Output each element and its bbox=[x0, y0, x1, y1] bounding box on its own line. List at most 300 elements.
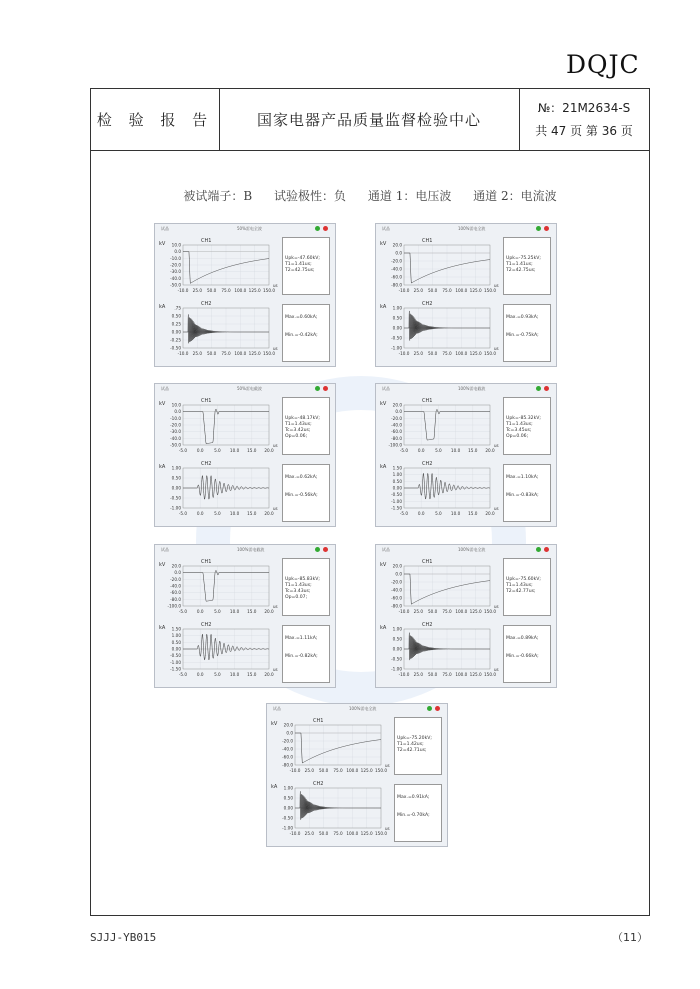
y-tick-label: 1.00 bbox=[171, 633, 181, 639]
y-tick-label: -20.0 bbox=[391, 258, 402, 264]
readout-line: T1=1.43us; bbox=[285, 583, 312, 588]
panel-sample-label: 试品 bbox=[382, 226, 390, 231]
y-tick-label: -80.0 bbox=[170, 596, 181, 602]
y-tick-label: 0.50 bbox=[392, 636, 402, 642]
axis-unit-label: kV bbox=[380, 562, 387, 568]
report-header bbox=[91, 89, 649, 151]
x-tick-label: 125.0 bbox=[469, 288, 482, 293]
readout-line: Upk=-47.60kV; bbox=[285, 256, 320, 261]
readout-line: Max.=0.89kA; bbox=[506, 636, 539, 641]
x-tick-label: 100.0 bbox=[455, 609, 468, 614]
x-tick-label: 125.0 bbox=[360, 831, 373, 836]
y-tick-label: -0.50 bbox=[391, 335, 402, 341]
ch1-readout-box bbox=[503, 237, 551, 295]
status-red-dot-icon bbox=[544, 226, 549, 231]
x-unit-label: us bbox=[385, 826, 390, 831]
readout-line: Upk=-75.25kV; bbox=[506, 256, 541, 261]
x-unit-label: us bbox=[494, 506, 499, 511]
x-tick-label: 5.0 bbox=[435, 511, 442, 516]
y-tick-label: 0.0 bbox=[174, 409, 181, 415]
ch1-readout-box bbox=[282, 397, 330, 455]
x-tick-label: -10.0 bbox=[398, 609, 410, 614]
y-tick-label: 0.00 bbox=[392, 325, 402, 331]
x-tick-label: 20.0 bbox=[264, 609, 274, 614]
ch2-plot bbox=[157, 460, 281, 522]
y-tick-label: 0.50 bbox=[171, 475, 181, 481]
x-tick-label: 100.0 bbox=[234, 351, 247, 356]
voltage-waveform bbox=[404, 409, 490, 440]
y-tick-label: 0.0 bbox=[395, 571, 402, 577]
status-green-dot-icon bbox=[536, 386, 541, 391]
x-unit-label: us bbox=[494, 283, 499, 288]
readout-line: T2=42.71us; bbox=[397, 748, 427, 753]
y-tick-label: -40.0 bbox=[391, 266, 402, 272]
header-organization: 国家电器产品质量监督检验中心 bbox=[219, 89, 520, 150]
oscillogram-panel bbox=[375, 223, 557, 367]
readout-line: Min.=-0.82kA; bbox=[285, 654, 318, 659]
y-tick-label: -0.50 bbox=[170, 653, 181, 659]
x-tick-label: 5.0 bbox=[214, 672, 221, 677]
status-red-dot-icon bbox=[323, 547, 328, 552]
channel-label: CH1 bbox=[201, 238, 212, 244]
x-tick-label: 150.0 bbox=[375, 831, 387, 836]
x-tick-label: 50.0 bbox=[428, 609, 438, 614]
y-tick-label: -0.50 bbox=[170, 345, 181, 351]
y-tick-label: 0.50 bbox=[171, 313, 181, 319]
info-channel2: 通道 2：电流波 bbox=[473, 189, 557, 203]
y-tick-label: -1.00 bbox=[391, 498, 402, 504]
x-unit-label: us bbox=[273, 346, 278, 351]
x-tick-label: -10.0 bbox=[398, 351, 410, 356]
readout-line: Min.=-0.56kA; bbox=[285, 493, 318, 498]
readout-line: Max.=0.60kA; bbox=[285, 315, 318, 320]
readout-line: Min.=-0.42kA; bbox=[285, 333, 318, 338]
current-waveform bbox=[183, 634, 269, 660]
channel-label: CH2 bbox=[422, 301, 433, 307]
y-tick-label: -30.0 bbox=[170, 269, 181, 275]
ch2-readout-box bbox=[503, 464, 551, 522]
readout-line: Tc=3.45us; bbox=[506, 428, 532, 433]
readout-line: T2=42.77us; bbox=[506, 589, 536, 594]
x-tick-label: 20.0 bbox=[264, 511, 274, 516]
y-tick-label: 1.00 bbox=[283, 785, 293, 791]
x-tick-label: 15.0 bbox=[247, 672, 257, 677]
axis-unit-label: kA bbox=[271, 784, 278, 790]
x-tick-label: 100.0 bbox=[455, 672, 468, 677]
y-tick-label: 0.50 bbox=[392, 478, 402, 484]
oscillogram-panel bbox=[375, 383, 557, 527]
readout-line: Upk=-85.83kV; bbox=[285, 577, 320, 582]
axis-unit-label: kA bbox=[380, 625, 387, 631]
readout-line: Min.=-0.70kA; bbox=[397, 813, 430, 818]
axis-unit-label: kA bbox=[159, 625, 166, 631]
channel-label: CH1 bbox=[422, 398, 433, 404]
x-tick-label: 150.0 bbox=[263, 351, 275, 356]
y-tick-label: 10.0 bbox=[171, 402, 181, 408]
y-tick-label: 0.50 bbox=[283, 795, 293, 801]
x-unit-label: us bbox=[494, 604, 499, 609]
readout-line: Op=0.07; bbox=[285, 595, 308, 600]
x-tick-label: 25.0 bbox=[413, 609, 423, 614]
header-report-meta bbox=[519, 89, 649, 150]
x-tick-label: 50.0 bbox=[428, 288, 438, 293]
y-tick-label: -60.0 bbox=[391, 274, 402, 280]
y-tick-label: .75 bbox=[174, 305, 181, 311]
y-tick-label: -60.0 bbox=[282, 754, 293, 760]
y-tick-label: -60.0 bbox=[391, 429, 402, 435]
x-tick-label: 10.0 bbox=[229, 448, 240, 453]
axis-unit-label: kV bbox=[271, 721, 278, 727]
ch1-readout-box bbox=[282, 237, 330, 295]
x-tick-label: -10.0 bbox=[398, 672, 410, 677]
y-tick-label: -20.0 bbox=[282, 738, 293, 744]
y-tick-label: -40.0 bbox=[391, 422, 402, 428]
x-tick-label: 25.0 bbox=[192, 288, 202, 293]
x-tick-label: 50.0 bbox=[428, 351, 438, 356]
status-green-dot-icon bbox=[427, 706, 432, 711]
y-tick-label: -0.50 bbox=[170, 495, 181, 501]
x-tick-label: 75.0 bbox=[221, 288, 231, 293]
y-tick-label: 0.0 bbox=[286, 730, 293, 736]
x-tick-label: 125.0 bbox=[360, 768, 373, 773]
x-tick-label: 125.0 bbox=[469, 672, 482, 677]
x-tick-label: 75.0 bbox=[333, 768, 343, 773]
x-tick-label: 100.0 bbox=[346, 768, 359, 773]
x-unit-label: us bbox=[494, 667, 499, 672]
status-green-dot-icon bbox=[536, 547, 541, 552]
x-tick-label: 150.0 bbox=[263, 288, 275, 293]
x-tick-label: 10.0 bbox=[229, 511, 240, 516]
x-tick-label: 75.0 bbox=[442, 672, 452, 677]
readout-line: T1=1.41us; bbox=[506, 262, 533, 267]
panel-sample-label: 试品 bbox=[161, 386, 169, 391]
x-unit-label: us bbox=[273, 506, 278, 511]
x-tick-label: 100.0 bbox=[455, 351, 468, 356]
channel-label: CH2 bbox=[201, 622, 212, 628]
y-tick-label: -20.0 bbox=[170, 262, 181, 268]
y-tick-label: -1.50 bbox=[170, 666, 181, 672]
channel-label: CH2 bbox=[201, 461, 212, 467]
y-tick-label: 0.50 bbox=[171, 639, 181, 645]
x-tick-label: 10.0 bbox=[229, 609, 240, 614]
x-tick-label: 50.0 bbox=[207, 351, 217, 356]
panel-titlebar bbox=[155, 224, 335, 234]
x-tick-label: -10.0 bbox=[289, 831, 301, 836]
panel-titlebar bbox=[267, 704, 447, 714]
x-tick-label: 50.0 bbox=[428, 672, 438, 677]
readout-line: Min.=-0.66kA; bbox=[506, 654, 539, 659]
x-tick-label: -5.0 bbox=[178, 672, 188, 677]
y-tick-label: 0.00 bbox=[171, 485, 181, 491]
y-tick-label: -0.50 bbox=[282, 815, 293, 821]
oscillogram-panel bbox=[266, 703, 448, 847]
channel-label: CH2 bbox=[422, 461, 433, 467]
x-tick-label: 25.0 bbox=[304, 831, 314, 836]
y-tick-label: 1.00 bbox=[392, 472, 402, 478]
x-tick-label: 15.0 bbox=[468, 511, 478, 516]
x-tick-label: 0.0 bbox=[196, 511, 204, 516]
y-tick-label: 20.0 bbox=[171, 563, 181, 569]
header-page-count: 共 47 页 第 36 页 bbox=[535, 124, 633, 138]
readout-line: T1=1.43us; bbox=[506, 583, 533, 588]
status-red-dot-icon bbox=[544, 547, 549, 552]
y-tick-label: -0.50 bbox=[391, 492, 402, 498]
y-tick-label: -20.0 bbox=[170, 422, 181, 428]
axis-unit-label: kV bbox=[159, 562, 166, 568]
y-tick-label: -60.0 bbox=[391, 595, 402, 601]
x-tick-label: 20.0 bbox=[485, 448, 495, 453]
panel-sample-label: 试品 bbox=[161, 547, 169, 552]
ch2-readout-box bbox=[394, 784, 442, 842]
y-tick-label: -1.50 bbox=[391, 505, 402, 511]
y-tick-label: 0.00 bbox=[171, 329, 181, 335]
x-tick-label: 5.0 bbox=[214, 511, 221, 516]
x-tick-label: 50.0 bbox=[319, 831, 329, 836]
x-tick-label: 15.0 bbox=[468, 448, 478, 453]
ch1-plot bbox=[378, 397, 502, 459]
y-tick-label: 1.00 bbox=[171, 465, 181, 471]
x-unit-label: us bbox=[273, 604, 278, 609]
status-green-dot-icon bbox=[315, 226, 320, 231]
oscillogram-panel bbox=[375, 544, 557, 688]
x-tick-label: 75.0 bbox=[442, 288, 452, 293]
readout-line: Tc=3.43us; bbox=[285, 589, 311, 594]
y-tick-label: 1.00 bbox=[392, 626, 402, 632]
ch1-readout-box bbox=[503, 558, 551, 616]
y-tick-label: -30.0 bbox=[170, 429, 181, 435]
y-tick-label: 1.50 bbox=[392, 465, 402, 471]
x-tick-label: 25.0 bbox=[192, 351, 202, 356]
x-unit-label: us bbox=[494, 443, 499, 448]
y-tick-label: -80.0 bbox=[282, 762, 293, 768]
axis-unit-label: kA bbox=[380, 304, 387, 310]
ch1-plot bbox=[269, 717, 393, 779]
readout-line: Upk=-85.32kV; bbox=[506, 416, 541, 421]
x-tick-label: 20.0 bbox=[485, 511, 495, 516]
y-tick-label: -100.0 bbox=[167, 603, 181, 609]
ch2-readout-box bbox=[282, 464, 330, 522]
ch2-plot bbox=[378, 621, 502, 683]
y-tick-label: 1.50 bbox=[171, 626, 181, 632]
ch1-plot bbox=[157, 397, 281, 459]
panel-titlebar bbox=[155, 545, 335, 555]
x-unit-label: us bbox=[273, 667, 278, 672]
panel-wave-title: 100%雷电全波 bbox=[458, 547, 486, 552]
voltage-waveform bbox=[183, 409, 269, 444]
channel-label: CH1 bbox=[313, 718, 324, 724]
y-tick-label: 20.0 bbox=[392, 242, 402, 248]
y-tick-label: 0.0 bbox=[395, 250, 402, 256]
x-tick-label: 15.0 bbox=[247, 609, 257, 614]
x-tick-label: 5.0 bbox=[214, 609, 221, 614]
channel-label: CH2 bbox=[422, 622, 433, 628]
x-tick-label: 150.0 bbox=[375, 768, 387, 773]
readout-line: Tc=3.42us; bbox=[285, 428, 311, 433]
y-tick-label: -0.50 bbox=[391, 656, 402, 662]
header-report-number: №：21M2634-S bbox=[537, 101, 631, 115]
x-tick-label: 150.0 bbox=[484, 609, 496, 614]
x-tick-label: -5.0 bbox=[178, 609, 188, 614]
brand-logo-text: DQJC bbox=[566, 50, 640, 79]
x-unit-label: us bbox=[273, 443, 278, 448]
y-tick-label: -0.25 bbox=[170, 337, 181, 343]
readout-line: T1=1.43us; bbox=[285, 422, 312, 427]
y-tick-label: 0.00 bbox=[392, 485, 402, 491]
ch2-plot bbox=[157, 621, 281, 683]
ch1-readout-box bbox=[503, 397, 551, 455]
status-red-dot-icon bbox=[323, 226, 328, 231]
x-tick-label: 150.0 bbox=[484, 672, 496, 677]
y-tick-label: -40.0 bbox=[391, 587, 402, 593]
x-tick-label: 25.0 bbox=[304, 768, 314, 773]
info-terminal: 被试端子：B bbox=[183, 189, 253, 203]
ch2-readout-box bbox=[503, 625, 551, 683]
info-channel1: 通道 1：电压波 bbox=[367, 189, 452, 203]
axis-unit-label: kA bbox=[380, 464, 387, 470]
oscillogram-panel bbox=[154, 223, 336, 367]
x-tick-label: 15.0 bbox=[247, 511, 257, 516]
x-tick-label: 25.0 bbox=[413, 672, 423, 677]
y-tick-label: 10.0 bbox=[171, 242, 181, 248]
x-tick-label: 125.0 bbox=[469, 609, 482, 614]
status-green-dot-icon bbox=[315, 547, 320, 552]
readout-line: Max.=1.11kA; bbox=[285, 636, 318, 641]
panel-wave-title: 50%雷电全波 bbox=[237, 226, 262, 231]
panel-sample-label: 试品 bbox=[273, 706, 281, 711]
x-unit-label: us bbox=[385, 763, 390, 768]
ch1-readout-box bbox=[394, 717, 442, 775]
panel-wave-title: 50%雷电截波 bbox=[237, 386, 262, 391]
status-red-dot-icon bbox=[544, 386, 549, 391]
y-tick-label: -1.00 bbox=[170, 659, 181, 665]
x-unit-label: us bbox=[494, 346, 499, 351]
readout-line: Max.=1.10kA; bbox=[506, 475, 539, 480]
x-tick-label: 20.0 bbox=[264, 448, 274, 453]
x-tick-label: 5.0 bbox=[435, 448, 442, 453]
panel-sample-label: 试品 bbox=[382, 547, 390, 552]
y-tick-label: -40.0 bbox=[170, 275, 181, 281]
y-tick-label: -20.0 bbox=[391, 415, 402, 421]
panel-sample-label: 试品 bbox=[161, 226, 169, 231]
test-info-line bbox=[91, 187, 649, 204]
channel-label: CH1 bbox=[422, 559, 433, 565]
y-tick-label: -80.0 bbox=[391, 435, 402, 441]
y-tick-label: -60.0 bbox=[170, 590, 181, 596]
x-tick-label: 100.0 bbox=[346, 831, 359, 836]
readout-line: Op=0.06; bbox=[285, 434, 308, 439]
readout-line: Min.=-0.83kA; bbox=[506, 493, 539, 498]
panel-wave-title: 100%雷电全波 bbox=[349, 706, 377, 711]
ch2-plot bbox=[378, 460, 502, 522]
y-tick-label: -40.0 bbox=[170, 435, 181, 441]
y-tick-label: 20.0 bbox=[392, 402, 402, 408]
x-tick-label: 100.0 bbox=[455, 288, 468, 293]
header-report-type: 检 验 报 告 bbox=[91, 89, 220, 150]
x-tick-label: 20.0 bbox=[264, 672, 274, 677]
voltage-waveform bbox=[183, 570, 269, 601]
current-waveform bbox=[183, 476, 269, 500]
y-tick-label: -100.0 bbox=[388, 442, 402, 448]
panel-titlebar bbox=[155, 384, 335, 394]
x-tick-label: -10.0 bbox=[177, 351, 189, 356]
channel-label: CH2 bbox=[313, 781, 324, 787]
status-red-dot-icon bbox=[323, 386, 328, 391]
y-tick-label: 1.00 bbox=[392, 305, 402, 311]
x-tick-label: 75.0 bbox=[221, 351, 231, 356]
y-tick-label: -1.00 bbox=[170, 505, 181, 511]
y-tick-label: -50.0 bbox=[170, 442, 181, 448]
readout-line: Op=0.06; bbox=[506, 434, 529, 439]
channel-label: CH1 bbox=[422, 238, 433, 244]
readout-line: T2=42.75us; bbox=[506, 268, 536, 273]
channel-label: CH1 bbox=[201, 559, 212, 565]
y-tick-label: -10.0 bbox=[170, 255, 181, 261]
x-tick-label: 150.0 bbox=[484, 351, 496, 356]
x-tick-label: 0.0 bbox=[196, 672, 204, 677]
axis-unit-label: kV bbox=[159, 241, 166, 247]
y-tick-label: -50.0 bbox=[170, 282, 181, 288]
axis-unit-label: kV bbox=[380, 401, 387, 407]
y-tick-label: -40.0 bbox=[282, 746, 293, 752]
readout-line: T1=1.42us; bbox=[397, 742, 424, 747]
ch1-plot bbox=[378, 237, 502, 299]
x-tick-label: 0.0 bbox=[417, 511, 425, 516]
axis-unit-label: kV bbox=[159, 401, 166, 407]
y-tick-label: 0.50 bbox=[392, 315, 402, 321]
y-tick-label: -40.0 bbox=[170, 583, 181, 589]
x-tick-label: 125.0 bbox=[248, 288, 261, 293]
x-tick-label: -5.0 bbox=[399, 511, 409, 516]
x-tick-label: 0.0 bbox=[196, 448, 204, 453]
y-tick-label: -20.0 bbox=[170, 576, 181, 582]
panel-titlebar bbox=[376, 384, 556, 394]
x-tick-label: 25.0 bbox=[413, 351, 423, 356]
footer-form-code: SJJJ-YB015 bbox=[90, 931, 157, 944]
axis-unit-label: kV bbox=[380, 241, 387, 247]
x-tick-label: 5.0 bbox=[214, 448, 221, 453]
x-tick-label: 50.0 bbox=[207, 288, 217, 293]
readout-line: Upk=-75.60kV; bbox=[506, 577, 541, 582]
x-tick-label: 25.0 bbox=[413, 288, 423, 293]
x-tick-label: 50.0 bbox=[319, 768, 329, 773]
ch2-plot bbox=[157, 300, 281, 362]
ch1-plot bbox=[378, 558, 502, 620]
x-tick-label: 100.0 bbox=[234, 288, 247, 293]
ch2-plot bbox=[269, 780, 393, 842]
x-tick-label: 75.0 bbox=[333, 831, 343, 836]
x-tick-label: -5.0 bbox=[178, 448, 188, 453]
readout-line: Upk=-48.17kV; bbox=[285, 416, 320, 421]
ch2-readout-box bbox=[282, 625, 330, 683]
panel-wave-title: 100%雷电全波 bbox=[458, 226, 486, 231]
readout-line: Max.=0.62kA; bbox=[285, 475, 318, 480]
x-tick-label: 125.0 bbox=[469, 351, 482, 356]
y-tick-label: 20.0 bbox=[392, 563, 402, 569]
oscillogram-panel bbox=[154, 544, 336, 688]
x-tick-label: 75.0 bbox=[442, 609, 452, 614]
x-tick-label: 75.0 bbox=[442, 351, 452, 356]
axis-unit-label: kA bbox=[159, 464, 166, 470]
channel-label: CH1 bbox=[201, 398, 212, 404]
ch1-plot bbox=[157, 558, 281, 620]
y-tick-label: -20.0 bbox=[391, 579, 402, 585]
readout-line: Max.=0.91kA; bbox=[397, 795, 430, 800]
y-tick-label: 0.0 bbox=[174, 249, 181, 255]
oscillogram-panel bbox=[154, 383, 336, 527]
y-tick-label: 0.00 bbox=[171, 646, 181, 652]
ch2-plot bbox=[378, 300, 502, 362]
ch1-plot bbox=[157, 237, 281, 299]
